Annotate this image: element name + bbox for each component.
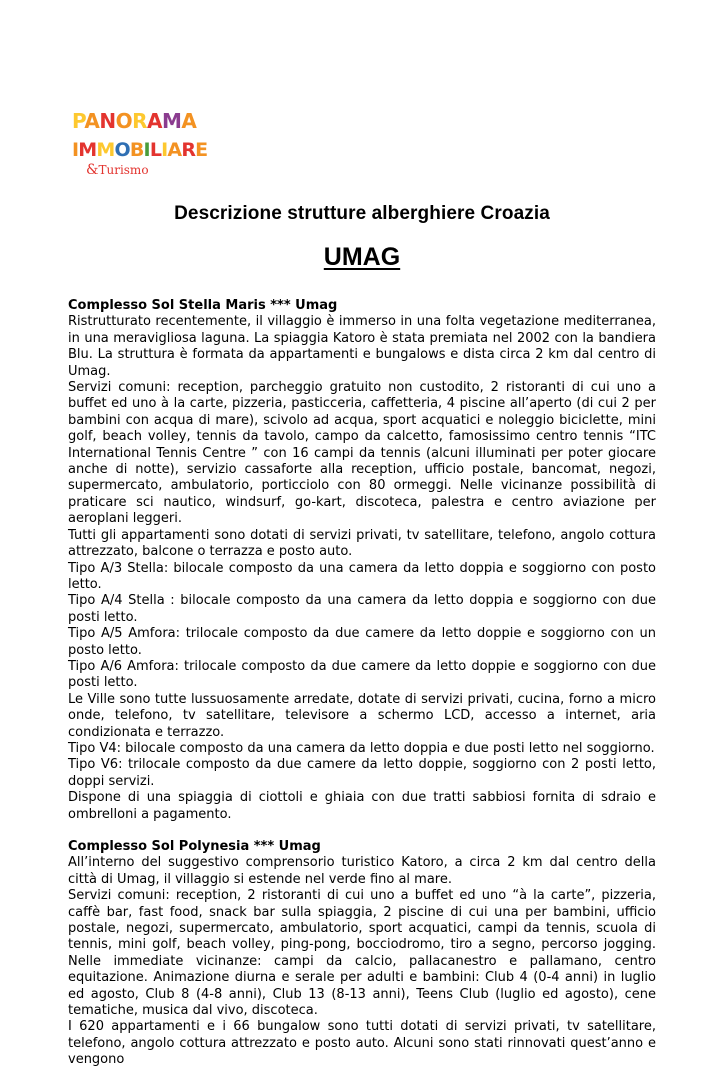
section-stella-maris: [68, 298, 656, 823]
paragraph: All’interno del suggestivo comprensorio turistico Katoro, a circa 2 km dal centro della città di Umag, il villaggio si estende nel verde fino al mare.: [68, 855, 656, 887]
paragraph: Servizi comuni: reception, 2 ristoranti di cui uno a buffet ed uno “à la carte”, pizzeria, caffè bar, fast food, snack bar sulla spiaggia, 2 piscine di cui una per bambini, ufficio postale, negozi, supermercato, ambulatorio, sport acquatici, campi da tennis, scuola di tennis, mini golf, beach volley, ping-pong, bocciodromo, tiro a segno, percorso jogging. Nelle immediate vicinanze: campi da calcio, pallacanestro e pallamano, centro equitazione. Animazione diurna e serale per adulti e bambini: Club 4 (0-4 anni) in luglio ed agosto, Club 8 (4-8 anni), Club 13 (8-13 anni), Teens Club (luglio ed agosto), cene tematiche, musica dal vivo, discoteca.: [68, 888, 656, 1019]
paragraph: Servizi comuni: reception, parcheggio gratuito non custodito, 2 ristoranti di cui uno a buffet ed uno à la carte, pizzeria, pasticceria, caffetteria, 4 piscine all’aperto (di cui 2 per bambini con acqua di mare), scivolo ad acqua, sport acquatici e noleggio biciclette, mini golf, beach volley, tennis da tavolo, campo da calcetto, famosissimo centro tennis “ITC International Tennis Centre ” con 16 campi da tennis (alcuni illuminati per poter giocare anche di notte), servizio cassaforte alla reception, ufficio postale, bancomat, negozi, supermercato, ambulatorio, porticciolo con 80 ormeggi. Nelle vicinanze possibilità di praticare sci nautico, windsurf, go-kart, discoteca, palestra e centro aviazione per aeroplani leggeri.: [68, 380, 656, 527]
document-title: Descrizione strutture alberghiere Croazia: [174, 203, 550, 224]
logo-line2: IMMOBILIARE: [72, 139, 208, 161]
paragraph: Tipo A/4 Stella : bilocale composto da una camera da letto doppia e soggiorno con due posti letto.: [68, 593, 656, 625]
paragraph: Tipo V4: bilocale composto da una camera da letto doppia e due posti letto nel soggiorno.: [68, 740, 655, 756]
city-heading: UMAG: [323, 243, 401, 271]
logo-line3: &Turismo: [86, 162, 149, 178]
paragraph: Tipo A/6 Amfora: trilocale composto da due camere da letto doppie e soggiorno con due posti letto.: [68, 658, 656, 691]
paragraph: Tipo A/5 Amfora: trilocale composto da due camere da letto doppie e soggiorno con un posto letto.: [68, 626, 656, 658]
company-logo: [70, 104, 208, 184]
paragraph: Tipo A/3 Stella: bilocale composto da una camera da letto doppia e soggiorno con posto letto.: [68, 560, 656, 592]
logo-line1: PANORAMA: [72, 109, 197, 133]
paragraph: Dispone di una spiaggia di ciottoli e ghiaia con due tratti sabbiosi fornita di sdraio e ombrelloni a pagamento.: [68, 790, 656, 822]
paragraph: Tipo V6: trilocale composto da due camere da letto doppie, soggiorno con 2 posti letto, doppi servizi.: [68, 757, 656, 789]
section-title: Complesso Sol Stella Maris *** Umag: [68, 298, 338, 313]
logo-graphic: [70, 104, 208, 184]
paragraph: Tutti gli appartamenti sono dotati di servizi privati, tv satellitare, telefono, angolo cottura attrezzato, balcone o terrazza e posto auto.: [68, 527, 656, 560]
paragraph: I 620 appartamenti e i 66 bungalow sono tutti dotati di servizi privati, tv satellitare, telefono, angolo cottura attrezzato e posto auto. Alcuni sono stati rinnovati quest’anno e vengono: [68, 1019, 656, 1068]
section-polynesia: [68, 839, 656, 1069]
document-body: [68, 298, 656, 1069]
section-title: Complesso Sol Polynesia *** Umag: [68, 839, 321, 854]
paragraph: Le Ville sono tutte lussuosamente arredate, dotate di servizi privati, cucina, forno a micro onde, telefono, tv satellitare, televisore a schermo LCD, accesso a internet, aria condizionata e terrazzo.: [68, 691, 656, 740]
paragraph: Ristrutturato recentemente, il villaggio è immerso in una folta vegetazione mediterranea, in una meravigliosa laguna. La spiaggia Katoro è stata premiata nel 2002 con la bandiera Blu. La struttura è formata da appartamenti e bungalows e dista circa 2 km dal centro di Umag.: [68, 314, 656, 379]
